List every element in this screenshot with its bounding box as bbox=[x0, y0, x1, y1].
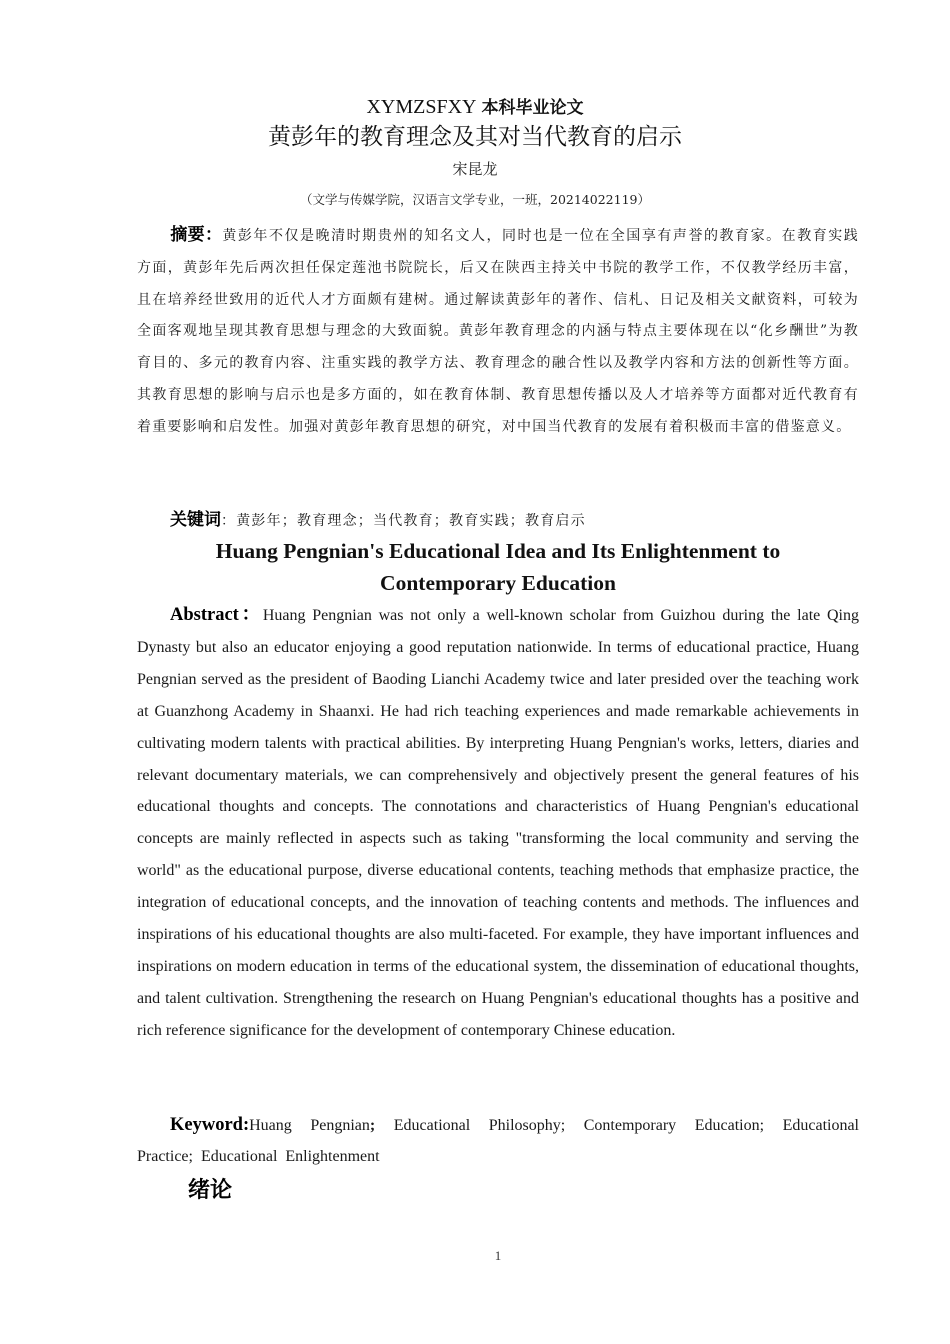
thesis-header bbox=[0, 94, 950, 121]
author-affiliation: （文学与传媒学院，汉语言文学专业，一班，20214022119） bbox=[300, 192, 650, 207]
chinese-abstract-text: 黄彭年不仅是晚清时期贵州的知名文人，同时也是一位在全国享有声誉的教育家。在教育实践方面，黄彭年先后两次担任保定莲池书院院长，后又在陕西主持关中书院的教学工作，不仅教学经历丰富，且在培养经世致用的近代人才方面颇有建树。通过解读黄彭年的著作、信札、日记及相关文献资料，可较为全面客观地呈现其教育思想与理念的大致面貌。黄彭年教育理念的内涵与特点主要体现在以“化乡酬世”为教育目的、多元的教育内容、注重实践的教学方法、教育理念的融合性以及教学内容和方法的创新性等方面。其教育思想的影响与启示也是多方面的，如在教育体制、教育思想传播以及人才培养等方面都对近代教育有着重要影响和启发性。加强对黄彭年教育思想的研究，对中国当代教育的发展有着积极而丰富的借鉴意义。 bbox=[137, 228, 860, 435]
section-heading-introduction: 绪论 bbox=[188, 1178, 233, 1203]
school-code: XYMZSFXY bbox=[366, 96, 477, 118]
chinese-keywords-text: 黄彭年；教育理念；当代教育；教育实践；教育启示 bbox=[236, 513, 586, 529]
english-abstract-colon: ： bbox=[238, 605, 263, 625]
english-title-line-1: Huang Pengnian's Educational Idea and Its Enlightenment to bbox=[215, 539, 781, 563]
chinese-keywords-label: 关键词 bbox=[170, 510, 221, 530]
english-abstract bbox=[137, 600, 859, 1047]
english-keywords-label: Keyword: bbox=[170, 1115, 250, 1135]
english-abstract-label: Abstract bbox=[170, 605, 239, 625]
english-title-line-2: Contemporary Education bbox=[380, 570, 616, 595]
chinese-keywords bbox=[137, 507, 859, 534]
thesis-type-label: 本科毕业论文 bbox=[481, 98, 584, 118]
author-name: 宋昆龙 bbox=[452, 160, 498, 178]
english-keywords-rest: Educational Philosophy; Contemporary Education; Educational Practice; Educational Enlightenment bbox=[137, 1117, 860, 1165]
english-abstract-text: Huang Pengnian was not only a well-known scholar from Guizhou during the late Qing Dynasty but also an educator enjoying a good reputation nationwide. In terms of educational practice, Huang Pengnian served as the president of Baoding Lianchi Academy twice and later presided over the teaching work at Guanzhong Academy in Shaanxi. He had rich teaching experiences and made remarkable achievements in cultivating modern talents with practical abilities. By interpreting Huang Pengnian's works, letters, diaries and relevant documentary materials, we can comprehensively and objectively present the general features of his educational thoughts and concepts. The connotations and characteristics of Huang Pengnian's educational concepts are mainly reflected in aspects such as taking "transforming the local community and serving the world" as the educational purpose, diverse educational contents, teaching methods that emphasize practice, the integration of educational concepts, and the innovation of teaching contents and methods. The influences and inspirations of his educational thoughts are also multi-faceted. For example, they have important influences and inspirations on modern education in terms of the educational system, the dissemination of educational thoughts, and talent cultivation. Strengthening the research on Huang Pengnian's educational thoughts has a positive and rich reference significance for the development of contemporary Chinese education. bbox=[137, 607, 859, 1039]
chinese-title: 黄彭年的教育理念及其对当代教育的启示 bbox=[268, 124, 682, 150]
english-keyword-first: Huang Pengnian bbox=[249, 1117, 370, 1134]
english-keywords bbox=[137, 1110, 859, 1172]
english-keyword-separator: ; bbox=[369, 1117, 376, 1134]
chinese-abstract-label: 摘要： bbox=[170, 225, 223, 245]
english-title bbox=[0, 536, 950, 599]
page-number: 1 bbox=[494, 1248, 502, 1263]
chinese-abstract bbox=[137, 220, 859, 444]
chinese-keywords-colon: ： bbox=[221, 513, 237, 529]
